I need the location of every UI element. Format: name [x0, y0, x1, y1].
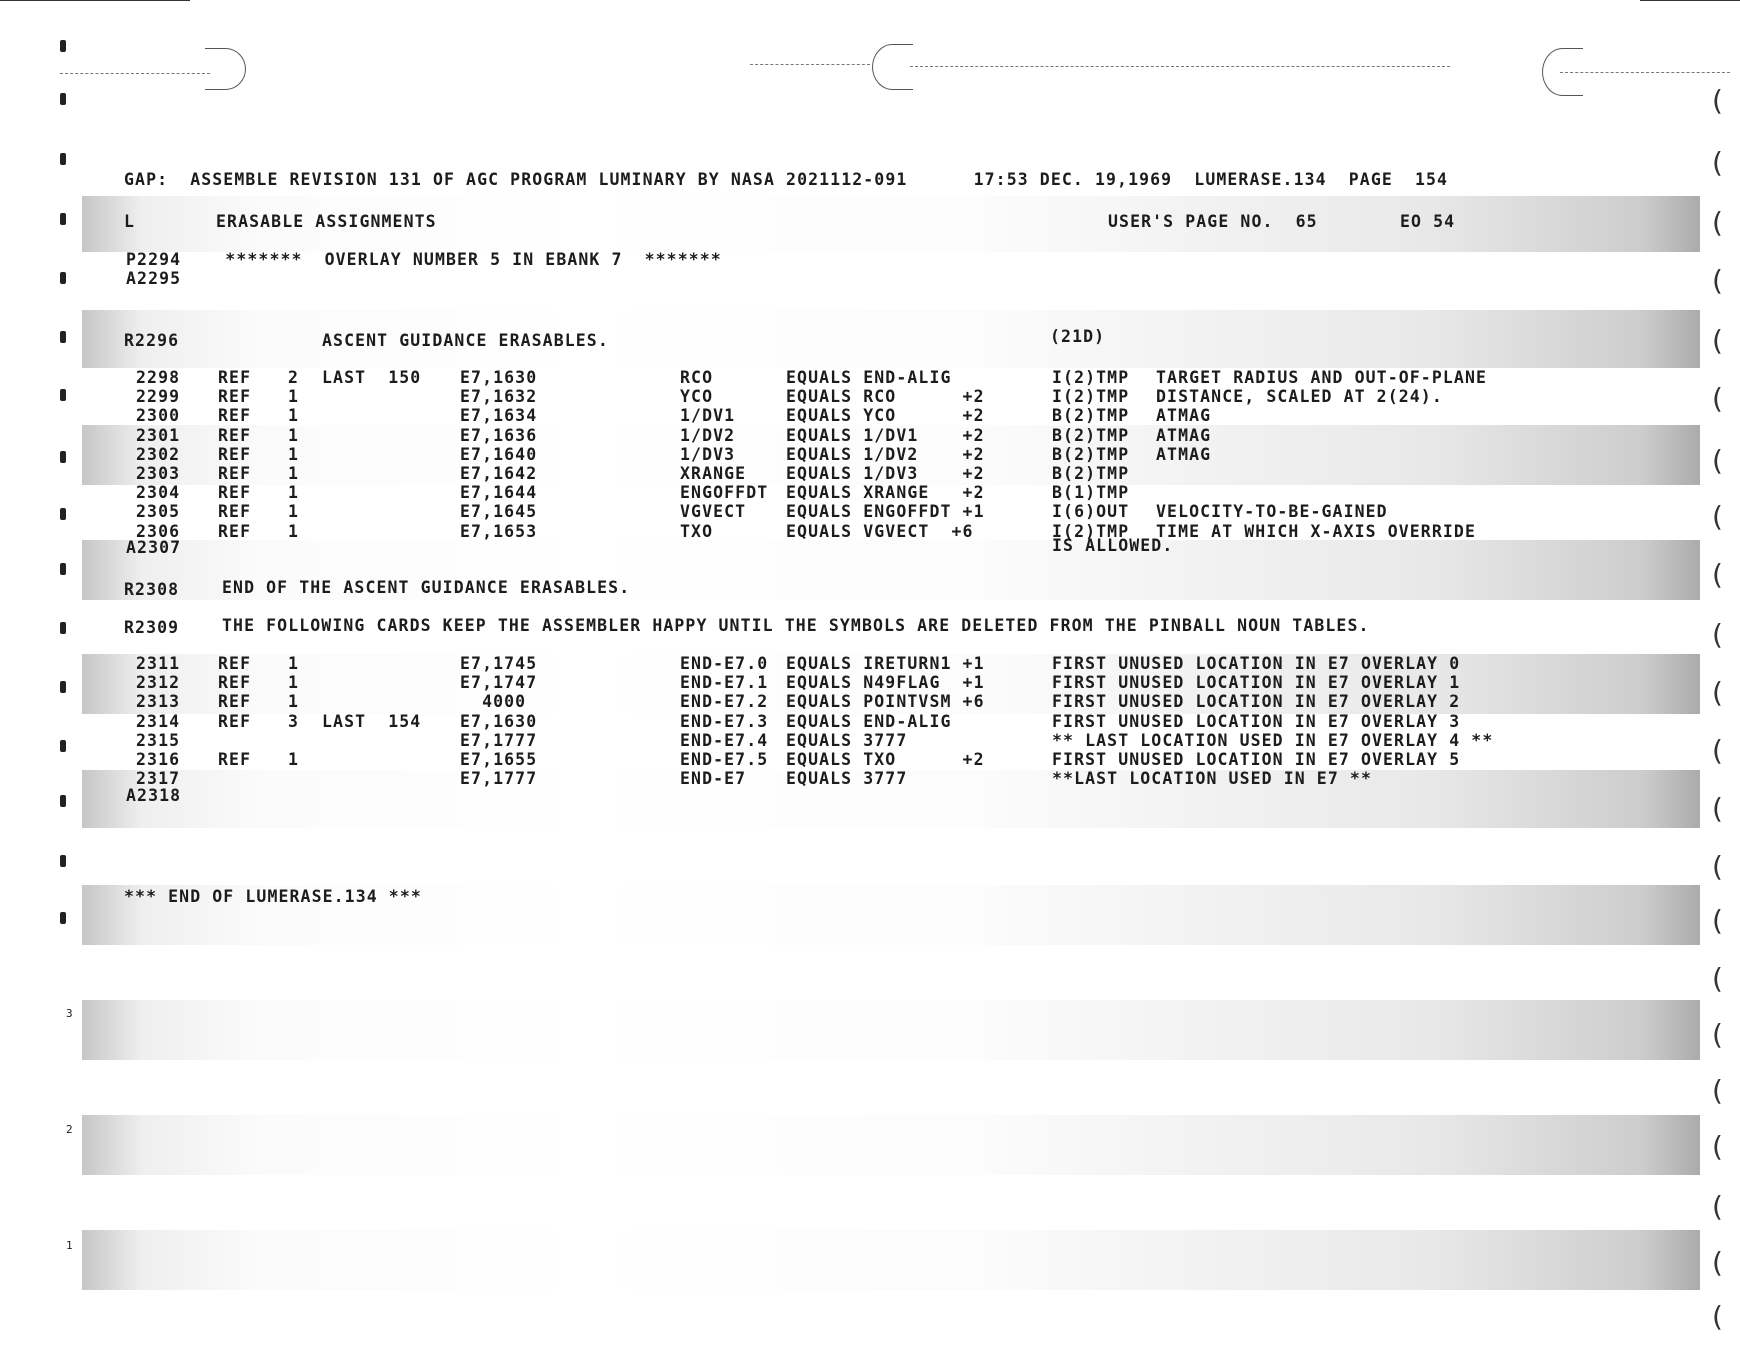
row-ref: REF: [218, 368, 252, 387]
row-op: EQUALS POINTVSM +6: [786, 692, 985, 712]
row-ref: REF: [218, 711, 252, 731]
row-addr: E7,1636: [460, 425, 538, 445]
right-hole-mark: (: [1712, 1300, 1723, 1333]
row-attr: I(2)TMP: [1052, 521, 1130, 541]
row-num: 2317: [136, 769, 181, 789]
right-hole-mark: (: [1712, 904, 1723, 937]
right-hole-mark: (: [1712, 1018, 1723, 1051]
ascent-title: ASCENT GUIDANCE ERASABLES.: [322, 331, 609, 350]
row-op: EQUALS ENGOFFDT +1: [786, 502, 985, 522]
row-op: EQUALS 3777: [786, 730, 908, 750]
right-hole-mark: (: [1712, 1130, 1723, 1163]
row-num: 2300: [136, 406, 181, 426]
row-ref: REF: [218, 521, 252, 541]
perforation-rule: [910, 66, 1450, 67]
ascent-tag: (21D): [1050, 327, 1106, 346]
row-op: EQUALS VGVECT +6: [786, 521, 974, 541]
a2318-label: A2318: [126, 786, 182, 805]
overlay-a-line: A2295: [126, 269, 182, 288]
eo-number: EO 54: [1400, 212, 1456, 231]
row-op: EQUALS YCO +2: [786, 406, 985, 426]
continuation-text: IS ALLOWED.: [1052, 536, 1174, 555]
row-comment: DISTANCE, SCALED AT 2(24).: [1156, 387, 1443, 407]
right-hole-mark: (: [1712, 792, 1723, 825]
row-comment: ATMAG: [1156, 425, 1212, 445]
row-comment: ** LAST LOCATION USED IN E7 OVERLAY 4 **: [1052, 730, 1494, 750]
top-rule-right: [1640, 0, 1740, 1]
row-sym: YCO: [680, 387, 714, 407]
row-op: EQUALS END-ALIG: [786, 368, 952, 387]
margin-mark: [60, 153, 66, 165]
end-ascent-text: END OF THE ASCENT GUIDANCE ERASABLES.: [222, 578, 631, 597]
row-cnt: 1: [288, 425, 300, 445]
right-hole-mark: (: [1712, 1190, 1723, 1223]
row-sym: END-E7.0: [680, 654, 769, 673]
right-hole-mark: (: [1712, 324, 1723, 357]
row-addr: E7,1777: [460, 769, 538, 789]
row-op: EQUALS IRETURN1 +1: [786, 654, 985, 673]
row-attr: B(2)TMP: [1052, 425, 1130, 445]
margin-mark: [60, 681, 66, 693]
row-attr: B(2)TMP: [1052, 464, 1130, 483]
row-sym: END-E7.3: [680, 711, 769, 731]
row-ref: REF: [218, 406, 252, 426]
row-num: 2306: [136, 521, 181, 541]
margin-mark: [60, 795, 66, 807]
row-comment: TIME AT WHICH X-AXIS OVERRIDE: [1156, 521, 1476, 541]
row-addr: E7,1632: [460, 387, 538, 407]
right-hole-mark: (: [1712, 734, 1723, 767]
print-band: [82, 1000, 1700, 1060]
right-hole-mark: (: [1712, 264, 1723, 297]
row-addr: E7,1745: [460, 654, 538, 673]
row-addr: E7,1642: [460, 464, 538, 483]
perforation-rule: [750, 64, 870, 65]
row-cnt: 3: [288, 711, 300, 731]
right-hole-mark: (: [1712, 206, 1723, 239]
row-num: 2305: [136, 502, 181, 522]
row-cnt: 1: [288, 654, 300, 673]
row-ref: REF: [218, 425, 252, 445]
row-num: 2303: [136, 464, 181, 483]
row-comment: FIRST UNUSED LOCATION IN E7 OVERLAY 0: [1052, 654, 1461, 673]
row-attr: I(2)TMP: [1052, 368, 1130, 387]
right-hole-mark: (: [1712, 146, 1723, 179]
continuation-a-label: A2307: [126, 538, 182, 557]
row-ref: REF: [218, 444, 252, 464]
overlay-line: P2294 ******* OVERLAY NUMBER 5 IN EBANK 7 *******: [126, 250, 722, 269]
margin-mark: [60, 93, 66, 105]
row-op: EQUALS 1/DV1 +2: [786, 425, 985, 445]
row-cnt: 1: [288, 464, 300, 483]
right-hole-mark: (: [1712, 1074, 1723, 1107]
row-cnt: 1: [288, 483, 300, 503]
row-op: EQUALS 1/DV3 +2: [786, 464, 985, 483]
margin-mark: [60, 912, 66, 924]
row-sym: RCO: [680, 368, 714, 387]
row-op: EQUALS END-ALIG: [786, 711, 952, 731]
row-sym: END-E7.2: [680, 692, 769, 712]
row-addr: E7,1777: [460, 730, 538, 750]
tractor-hole: [872, 44, 913, 90]
row-addr: E7,1630: [460, 711, 538, 731]
ascent-r-label: R2296: [124, 331, 180, 350]
row-sym: TXO: [680, 521, 714, 541]
margin-mark: [60, 855, 66, 867]
margin-number-1: 1: [66, 1239, 74, 1252]
margin-mark: [60, 740, 66, 752]
margin-mark: [60, 213, 66, 225]
row-sym: END-E7: [680, 769, 747, 789]
row-attr: I(6)OUT: [1052, 502, 1130, 522]
row-comment: FIRST UNUSED LOCATION IN E7 OVERLAY 2: [1052, 692, 1461, 712]
row-sym: END-E7.4: [680, 730, 769, 750]
row-num: 2298: [136, 368, 181, 387]
right-hole-mark: (: [1712, 444, 1723, 477]
row-attr: B(2)TMP: [1052, 444, 1130, 464]
row-num: 2313: [136, 692, 181, 712]
row-num: 2314: [136, 711, 181, 731]
row-num: 2316: [136, 750, 181, 769]
top-rule: [0, 0, 190, 1]
tractor-hole: [1542, 48, 1583, 96]
print-band: [82, 1230, 1700, 1290]
row-sym: ENGOFFDT: [680, 483, 769, 503]
row-cnt: 1: [288, 673, 300, 693]
right-hole-mark: (: [1712, 618, 1723, 651]
row-cnt: 2: [288, 368, 300, 387]
row-cnt: 1: [288, 502, 300, 522]
row-addr: E7,1645: [460, 502, 538, 522]
row-op: EQUALS 3777: [786, 769, 908, 789]
margin-mark: [60, 331, 66, 343]
right-hole-mark: (: [1712, 962, 1723, 995]
row-num: 2315: [136, 730, 181, 750]
row-comment: VELOCITY-TO-BE-GAINED: [1156, 502, 1388, 522]
section-title: ERASABLE ASSIGNMENTS: [216, 212, 437, 231]
assembly-header: GAP: ASSEMBLE REVISION 131 OF AGC PROGRAM LUMINARY BY NASA 2021112-091 17:53 DEC. 19,1969 LUMERASE.134 PAGE 154: [124, 170, 1449, 189]
row-num: 2301: [136, 425, 181, 445]
row-attr: B(2)TMP: [1052, 406, 1130, 426]
right-hole-mark: (: [1712, 676, 1723, 709]
row-comment: ATMAG: [1156, 406, 1212, 426]
following-text: THE FOLLOWING CARDS KEEP THE ASSEMBLER HAPPY UNTIL THE SYMBOLS ARE DELETED FROM THE PINBALL NOUN TABLES.: [222, 616, 1370, 635]
row-attr: B(1)TMP: [1052, 483, 1130, 503]
user-page-number: USER'S PAGE NO. 65: [1108, 212, 1318, 231]
perforation-rule: [60, 73, 210, 74]
row-cnt: 1: [288, 692, 300, 712]
row-sym: 1/DV1: [680, 406, 736, 426]
row-ref: REF: [218, 654, 252, 673]
margin-number-3: 3: [66, 1007, 74, 1020]
row-addr: E7,1644: [460, 483, 538, 503]
margin-number-2: 2: [66, 1123, 74, 1136]
row-op: EQUALS TXO +2: [786, 750, 985, 769]
row-addr: E7,1640: [460, 444, 538, 464]
row-attr: I(2)TMP: [1052, 387, 1130, 407]
row-sym: XRANGE: [680, 464, 747, 483]
right-hole-mark: (: [1712, 84, 1723, 117]
row-num: 2312: [136, 673, 181, 693]
row-comment: **LAST LOCATION USED IN E7 **: [1052, 769, 1372, 789]
row-op: EQUALS N49FLAG +1: [786, 673, 985, 693]
row-addr: 4000: [460, 692, 527, 712]
section-prefix: L: [124, 212, 136, 231]
row-last: LAST 154: [322, 711, 422, 731]
margin-mark: [60, 40, 66, 52]
row-addr: E7,1655: [460, 750, 538, 769]
right-hole-mark: (: [1712, 850, 1723, 883]
right-hole-mark: (: [1712, 558, 1723, 591]
margin-mark: [60, 622, 66, 634]
row-ref: REF: [218, 692, 252, 712]
row-sym: 1/DV3: [680, 444, 736, 464]
right-hole-mark: (: [1712, 500, 1723, 533]
row-ref: REF: [218, 483, 252, 503]
row-cnt: 1: [288, 406, 300, 426]
row-last: LAST 150: [322, 368, 422, 387]
row-comment: TARGET RADIUS AND OUT-OF-PLANE: [1156, 368, 1488, 387]
row-op: EQUALS RCO +2: [786, 387, 985, 407]
row-comment: FIRST UNUSED LOCATION IN E7 OVERLAY 5: [1052, 750, 1461, 769]
margin-mark: [60, 389, 66, 401]
row-addr: E7,1653: [460, 521, 538, 541]
row-addr: E7,1747: [460, 673, 538, 693]
row-sym: VGVECT: [680, 502, 747, 522]
row-num: 2304: [136, 483, 181, 503]
row-op: EQUALS 1/DV2 +2: [786, 444, 985, 464]
row-num: 2302: [136, 444, 181, 464]
row-ref: REF: [218, 502, 252, 522]
row-comment: FIRST UNUSED LOCATION IN E7 OVERLAY 3: [1052, 711, 1461, 731]
row-sym: END-E7.1: [680, 673, 769, 693]
row-addr: E7,1634: [460, 406, 538, 426]
row-num: 2311: [136, 654, 181, 673]
row-comment: FIRST UNUSED LOCATION IN E7 OVERLAY 1: [1052, 673, 1461, 693]
tractor-hole: [205, 48, 246, 90]
row-sym: 1/DV2: [680, 425, 736, 445]
row-cnt: 1: [288, 750, 300, 769]
perforation-rule: [1560, 72, 1730, 73]
right-hole-mark: (: [1712, 382, 1723, 415]
row-cnt: 1: [288, 387, 300, 407]
right-hole-mark: (: [1712, 1246, 1723, 1279]
row-op: EQUALS XRANGE +2: [786, 483, 985, 503]
row-cnt: 1: [288, 444, 300, 464]
row-ref: REF: [218, 464, 252, 483]
margin-mark: [60, 563, 66, 575]
row-ref: REF: [218, 673, 252, 693]
following-r-label: R2309: [124, 618, 180, 637]
margin-mark: [60, 508, 66, 520]
row-ref: REF: [218, 387, 252, 407]
row-sym: END-E7.5: [680, 750, 769, 769]
end-of-file-line: *** END OF LUMERASE.134 ***: [124, 887, 422, 906]
end-ascent-r-label: R2308: [124, 580, 180, 599]
row-comment: ATMAG: [1156, 444, 1212, 464]
margin-mark: [60, 272, 66, 284]
row-num: 2299: [136, 387, 181, 407]
row-ref: REF: [218, 750, 252, 769]
margin-mark: [60, 451, 66, 463]
row-addr: E7,1630: [460, 368, 538, 387]
row-cnt: 1: [288, 521, 300, 541]
print-band: [82, 1115, 1700, 1175]
